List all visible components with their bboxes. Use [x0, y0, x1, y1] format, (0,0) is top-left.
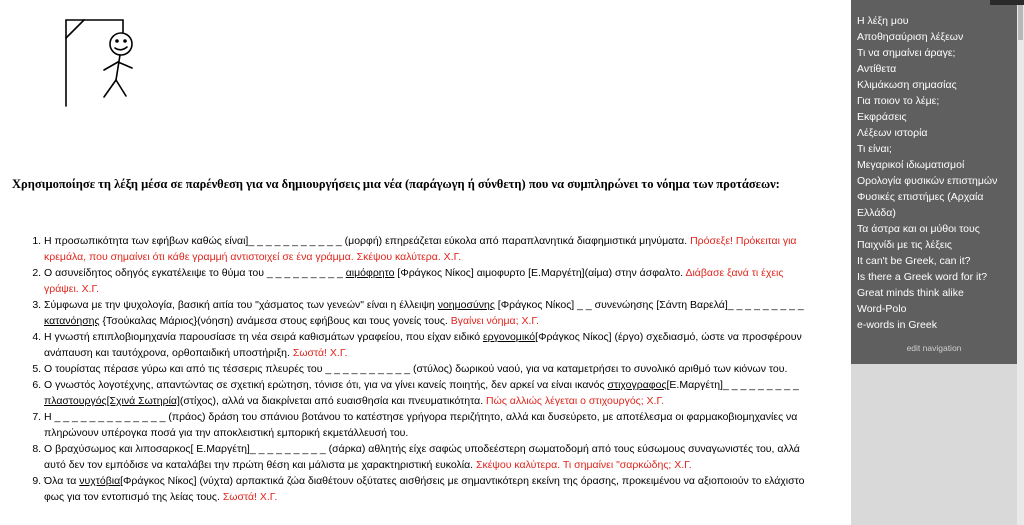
sidebar-item[interactable]: It can't be Greek, can it? — [857, 255, 971, 267]
exercise-item — [44, 441, 814, 473]
exercise-item — [44, 409, 814, 441]
sidebar-item[interactable]: Μεγαρικοί ιδιωματισμοί — [857, 159, 965, 171]
exercise-text: Ο γνωστός λογοτέχνης, απαντώντας σε σχετική ερώτηση, τόνισε ότι, για να γίνει κανείς ποιητής, δεν αρκεί να είναι ικανός — [44, 379, 608, 391]
exercise-text: [Φράγκος Νίκος] _ _ συνενώησης [Σάντη Βαρελά]_ _ _ _ _ _ _ _ _ — [494, 299, 804, 311]
sidebar-item[interactable]: Τι είναι; — [857, 143, 892, 155]
sidebar-item[interactable]: Αποθησαύριση λέξεων — [857, 31, 964, 43]
sidebar-item[interactable]: Η λέξη μου — [857, 15, 909, 27]
exercise-item — [44, 329, 814, 361]
student-answer: αιμόφρητο — [345, 267, 395, 279]
teacher-feedback: Πώς αλλιώς λέγεται ο στιχουργός; Χ.Γ. — [486, 395, 665, 407]
sidebar-item[interactable]: Is there a Greek word for it? — [857, 271, 988, 283]
sidebar-item[interactable]: Word-Polo — [857, 303, 907, 315]
exercise-text: Σύμφωνα με την ψυχολογία, βασική αιτία του "χάσματος των γενεών" είναι η έλλειψη — [44, 299, 438, 311]
exercise-heading: Χρησιμοποίησε τη λέξη μέσα σε παρένθεση για να δημιουργήσεις μια νέα (παράγωγη ή σύνθετη) που να συμπληρώνει το νόημα των προτάσεων: — [12, 177, 780, 191]
sidebar-item[interactable]: Φυσικές επιστήμες (Αρχαία Ελλάδα) — [857, 191, 984, 219]
exercise-text: Η προσωπικότητα των εφήβων καθώς είναι]_ _ _ _ _ _ _ _ _ _ _ (μορφή) επηρεάζεται εύκολα από παραπλανητικά διαφημιστικά μηνύματα. — [44, 235, 691, 247]
exercise-text: [Φράγκος Νίκος] αιμοφυρτο [Ε.Μαργέτη](αίμα) στην άσφαλτο. — [394, 267, 686, 279]
student-answer: στιχογραφος — [607, 379, 667, 391]
student-answer: νυχτόβια — [79, 475, 121, 487]
sidebar-item[interactable]: Ορολογία φυσικών επιστημών — [857, 175, 998, 187]
sidebar-item[interactable]: Εκφράσεις — [857, 111, 907, 123]
exercise-text: Η _ _ _ _ _ _ _ _ _ _ _ _ _ (πράος) δράση του σπάνιου βοτάνου το κατέστησε γρήγορα περιζήτητο, αλλά και δυσεύρετο, με αποτέλεσμα οι φαρμακοβιομηχανίες να πληρώνουν υπέρογκα ποσά για την αποκλειστική εμπορική εκμετάλλευσή του. — [44, 411, 798, 439]
student-answer: νοημοσύνης — [437, 299, 495, 311]
teacher-feedback: Σωστά! Χ.Γ. — [292, 347, 348, 359]
sidebar-lower-panel — [851, 364, 1017, 525]
exercise-text: Ο τουρίστας πέρασε γύρω και από τις τέσσερις πλευρές του _ _ _ _ _ _ _ _ _ _ (στύλος) δωρικού ναού, για να καταμετρήσει το συνολικό αριθμό των κιόνων του. — [44, 363, 788, 375]
sidebar-item[interactable]: e-words in Greek — [857, 319, 937, 331]
sidebar-nav-list — [851, 0, 1017, 333]
student-answer: πλαστουργός[Σχινά Σωτηρία] — [44, 395, 180, 407]
exercise-text: {Τσούκαλας Μάριος}(νόηση) ανάμεσα στους εφήβους και τους γονείς τους. — [99, 315, 451, 327]
sidebar-item[interactable]: Παιχνίδι με τις λέξεις — [857, 239, 952, 251]
student-answer: εργονομικό — [482, 331, 536, 343]
exercise-item — [44, 377, 814, 409]
exercise-text: [Φράγκος Νίκος] (νύχτα) αρπακτικά ζώα διαθέτουν οξύτατες αισθήσεις με σημαντικότερη εκείνη της όρασης, προκειμένου να αξιοποιούν το ελάχιστο φως για τον εντοπισμό της λείας τους. — [44, 475, 805, 503]
sidebar-item[interactable]: Τι να σημαίνει άραγε; — [857, 47, 956, 59]
exercise-item — [44, 361, 814, 377]
exercise-text: Ο ασυνείδητος οδηγός εγκατέλειψε το θύμα του _ _ _ _ _ _ _ _ _ — [44, 267, 346, 279]
sidebar-item[interactable]: Κλιμάκωση σημασίας — [857, 79, 957, 91]
exercise-text: (στίχος), αλλά να διακρίνεται από ευαισθησία και πνευματικότητα. — [179, 395, 487, 407]
exercise-list — [22, 233, 814, 505]
exercise-item — [44, 265, 814, 297]
teacher-feedback: Σωστά! Χ.Γ. — [222, 491, 278, 503]
exercise-text: Ο βραχύσωμος και λιποσαρκος[ Ε.Μαργέτη]_ _ _ _ _ _ _ _ _ (σάρκα) αθλητής είχε σαφώς υποδεέστερη σωματοδομή από τους εύσωμους συναγωνιστές του, αλλά αυτό δεν τον εμπόδισε να καταλάβει την πρώτη θέση και μάλιστα με χαρακτηριστική ευκολία. — [44, 443, 800, 471]
hangman-drawing-icon — [58, 12, 138, 107]
scrollbar-thumb[interactable] — [1018, 0, 1023, 40]
sidebar-item[interactable]: Για ποιον το λέμε; — [857, 95, 940, 107]
exercise-item — [44, 473, 814, 505]
teacher-feedback: Διάβασε ξανά τι έχεις γράψει. Χ.Γ. — [44, 267, 784, 295]
sidebar-item[interactable]: Τα άστρα και οι μύθοι τους — [857, 223, 980, 235]
sidebar-item[interactable]: Λέξεων ιστορία — [857, 127, 928, 139]
sidebar-navigation — [851, 0, 1017, 364]
teacher-feedback: Σκέψου καλύτερα. Τι σημαίνει "σαρκώδης; Χ.Γ. — [476, 459, 692, 471]
exercise-text: [Φράγκος Νίκος] (έργο) σχεδιασμό, ώστε να προσφέρουν ανάπαυση και ταυτόχρονα, ορθοπαιδική υποστήριξη. — [44, 331, 802, 359]
edit-navigation-link[interactable]: edit navigation — [906, 343, 962, 353]
top-corner-bar — [990, 0, 1024, 5]
exercise-item — [44, 233, 814, 265]
student-answer: κατανόησης — [44, 315, 100, 327]
scrollbar-track[interactable] — [1017, 0, 1024, 525]
exercise-text: [Ε.Μαργέτη]_ _ _ _ _ _ _ _ _ — [666, 379, 799, 391]
exercise-text: Όλα τα — [44, 475, 80, 487]
exercise-item — [44, 297, 814, 329]
exercise-text: Η γνωστή επιπλοβιομηχανία παρουσίασε τη νέα σειρά καθισμάτων γραφείου, που είχαν ειδικό — [44, 331, 483, 343]
sidebar-item[interactable]: Αντίθετα — [857, 63, 897, 75]
teacher-feedback: Βγαίνει νόημα; Χ.Γ. — [450, 315, 539, 327]
teacher-feedback: Πρόσεξε! Πρόκειται για κρεμάλα, που σημαίνει ότι κάθε γραμμή αντιστοιχεί σε ένα γράμμα. Σκέψου καλύτερα. Χ.Γ. — [44, 235, 797, 263]
sidebar-item[interactable]: Great minds think alike — [857, 287, 964, 299]
